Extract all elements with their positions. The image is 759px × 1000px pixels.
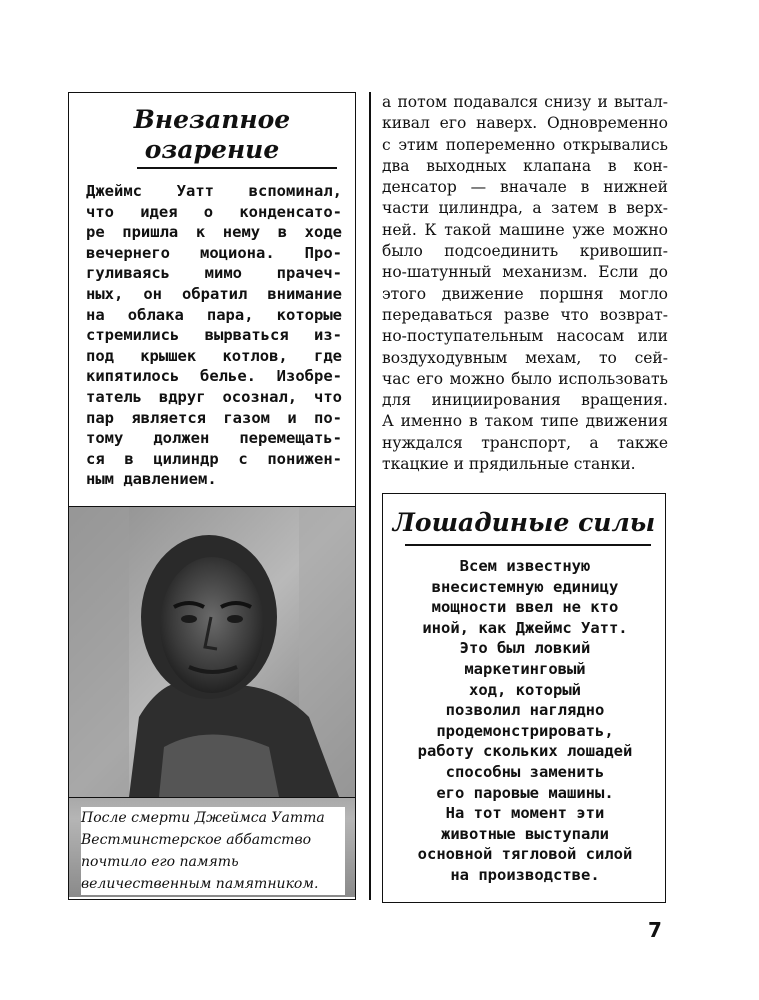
text-line: денсатор — вначале в нижней xyxy=(382,178,668,197)
text-line: животные выступали xyxy=(441,824,609,843)
title-line: озарение xyxy=(144,135,280,164)
text-line: пар является газом и по- xyxy=(86,408,342,427)
text-line: что идея о конденсато- xyxy=(86,202,342,221)
text-line: ся в цилиндр с понижен- xyxy=(86,449,342,468)
text-line: но-поступательным насосам или xyxy=(382,327,668,346)
text-line: части цилиндра, а затем в верх- xyxy=(382,199,668,218)
column-divider xyxy=(369,92,371,900)
text-line: тому должен перемещать- xyxy=(86,429,342,448)
text-line: внесистемную единицу xyxy=(431,577,619,596)
text-line: два выходных клапана в кон- xyxy=(382,156,668,175)
text-line: стремились вырваться из- xyxy=(86,326,342,345)
text-line: продемонстрировать, xyxy=(436,721,614,740)
title-line: Внезапное xyxy=(133,105,291,134)
text-line: под крышек котлов, где xyxy=(86,346,342,365)
text-line: с этим попеременно открывались xyxy=(382,135,668,154)
text-line: А именно в таком типе движения xyxy=(382,412,668,431)
text-line: ным давлением. xyxy=(86,470,217,489)
text-line: Джеймс Уатт вспоминал, xyxy=(86,182,342,200)
sidebar-text-horsepower xyxy=(393,556,657,886)
text-line: Всем известную xyxy=(459,557,591,575)
photo-caption xyxy=(81,807,345,895)
text-line: ных, он обратил внимание xyxy=(86,284,342,303)
caption-line: величественным памятником. xyxy=(81,876,319,892)
text-line: а потом подавался снизу и вытал- xyxy=(382,93,668,111)
text-line: ход, который xyxy=(469,680,581,699)
text-line: основной тягловой силой xyxy=(417,845,633,864)
text-line: ткацкие и прядильные станки. xyxy=(382,455,636,474)
text-line: способны заменить xyxy=(445,762,605,781)
caption-line: Вестминстерское аббатство xyxy=(81,832,312,848)
main-body-text xyxy=(382,92,668,475)
text-line: нуждался транспорт, а также xyxy=(382,433,668,452)
text-line: ней. К такой машине уже можно xyxy=(382,220,668,239)
text-line: воздуходувным мехам, то сей- xyxy=(382,348,668,367)
sidebar-box-horsepower xyxy=(382,493,666,903)
caption-line: После смерти Джеймса Уатта xyxy=(81,810,325,826)
page-number: 7 xyxy=(648,918,662,942)
text-line: было подсоединить кривошип- xyxy=(382,242,668,261)
text-line: на производстве. xyxy=(450,865,600,884)
text-line: татель вдруг осознал, что xyxy=(86,387,342,406)
text-line: позволил наглядно xyxy=(445,701,605,720)
text-line: иной, как Джеймс Уатт. xyxy=(422,618,628,637)
sidebar-text-sudden-insight xyxy=(86,181,342,490)
text-line: вечернего моциона. Про- xyxy=(86,243,342,262)
statue-photo-icon xyxy=(69,507,355,798)
text-line: передаваться разве что возврат- xyxy=(382,305,668,324)
sidebar-box-sudden-insight xyxy=(68,92,356,900)
text-line: работу скольких лошадей xyxy=(417,742,633,761)
sidebar-title-sudden-insight xyxy=(69,105,355,165)
text-line: Это был ловкий xyxy=(459,639,591,658)
title-underline xyxy=(137,167,337,169)
text-line: мощности ввел не кто xyxy=(431,598,619,617)
text-line: На тот момент эти xyxy=(445,804,605,823)
text-line: гуливаясь мимо прачеч- xyxy=(86,264,342,283)
statue-photo-block xyxy=(69,506,355,897)
text-line: его паровые машины. xyxy=(436,783,614,802)
text-line: этого движение поршня могло xyxy=(382,284,668,303)
text-line: час его можно было использовать xyxy=(382,369,668,388)
text-line: но-шатунный механизм. Если до xyxy=(382,263,668,282)
text-line: на облака пара, которые xyxy=(86,305,342,324)
text-line: маркетинговый xyxy=(464,659,586,678)
caption-line: почтило его память xyxy=(81,854,239,870)
text-line: кипятилось белье. Изобре- xyxy=(86,367,342,386)
text-line: для инициирования вращения. xyxy=(382,391,668,410)
sidebar-title-horsepower: Лошадиные силы xyxy=(392,508,656,537)
text-line: ре пришла к нему в ходе xyxy=(86,223,342,242)
title-underline xyxy=(405,544,651,546)
text-line: кивал его наверх. Одновременно xyxy=(382,114,668,133)
